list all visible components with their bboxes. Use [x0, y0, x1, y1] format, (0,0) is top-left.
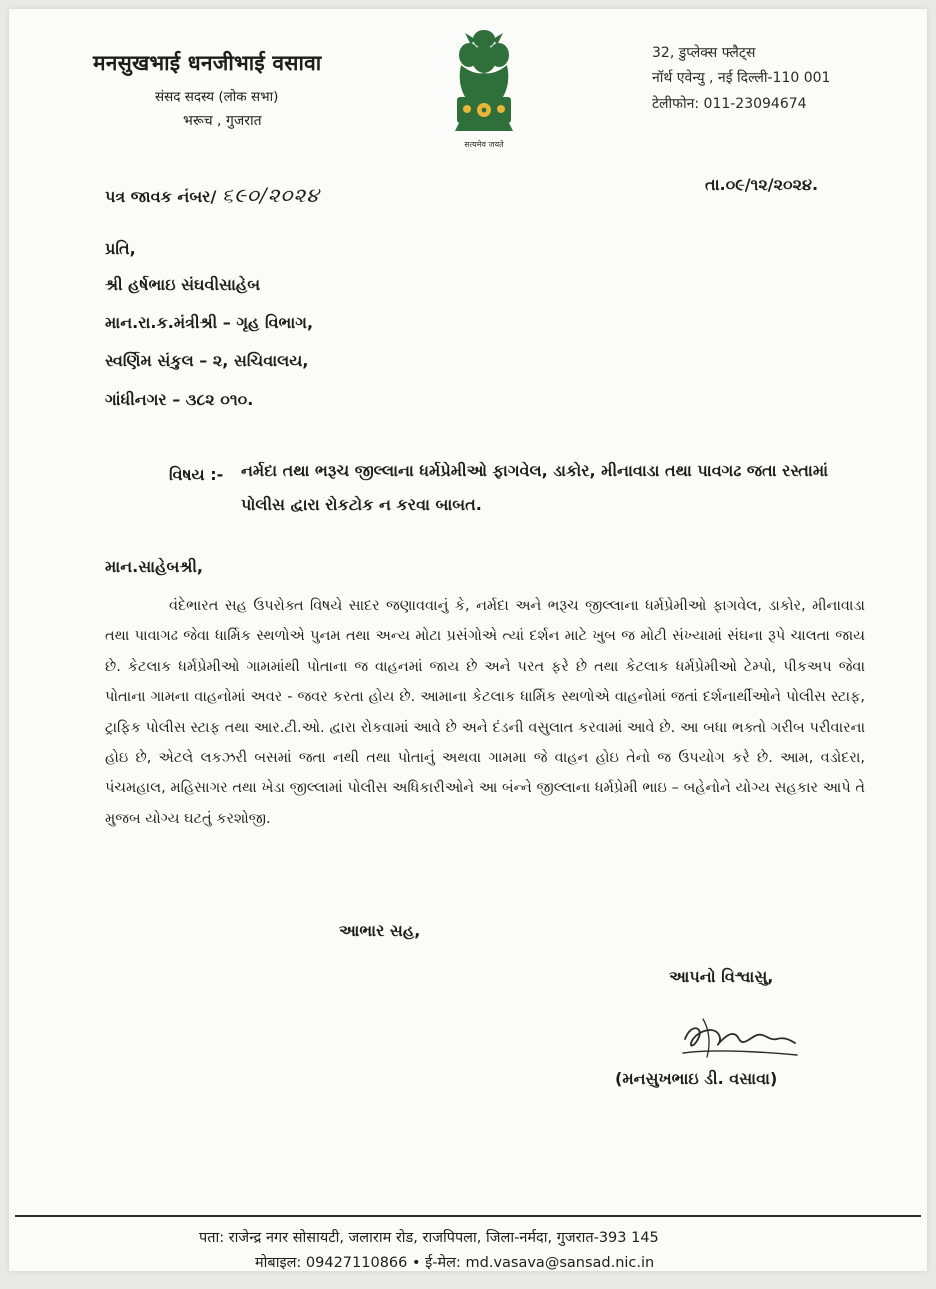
- letter-page: [9, 9, 927, 1271]
- subject-text: નર્મદા તથા ભરૂચ જીલ્લાના ધર્મપ્રેમીઓ ફાગવેલ, ડાકોર, મીનાવાડા તથા પાવગઢ જતા રસ્તામાં પોલીસ દ્વારા રોકટોક ન કરવા બાબત.: [241, 461, 829, 514]
- recipient-to: પ્રતિ,: [105, 239, 136, 258]
- subject-label: વિષય :-: [169, 465, 224, 484]
- letter-body: વંદેભારત સહ ઉપરોક્ત વિષયે સાદર જણાવવાનું કે, નર્મદા અને ભરૂચ જીલ્લાના ધર્મપ્રેમીઓ ફાગવેલ, ડાકોર, મીનાવાડા તથા પાવાગઢ જેવા ધાર્મિક સ્થળોએ પુનમ તથા અન્ય મોટા પ્રસંગોએ ત્યાં દર્શન માટે ખુબ જ મોટી સંખ્યામાં સંઘના રૂપે ચાલતા જાય છે. કેટલાક ધર્મપ્રેમીઓ ગામમાંથી પોતાના જ વાહનમાં જાય છે અને પરત ફરે છે તથા કેટલાક ધર્મપ્રેમીઓ ટેમ્પો, પીકઅપ જેવા પોતાના ગામના વાહનોમાં અવર - જવર કરતા હોય છે. આમાના કેટલાક ધાર્મિક સ્થળોએ વાહનોમાં જતાં દર્શનાર્થીઓને પોલીસ સ્ટાફ, ટ્રાફિક પોલીસ સ્ટાફ તથા આર.ટી.ઓ. દ્વારા રોકવામાં આવે છે અને દંડની વસુલાત કરવામાં આવે છે. આ બધા ભક્તો ગરીબ પરીવારના હોઇ છે, એટલે લકઝરી બસમાં જતા નથી તથા પોતાનું અથવા ગામમા જે વાહન હોઇ તેનો જ ઉપયોગ કરે છે. આમ, વડોદરા, પંચમહાલ, મહિસાગર તથા ખેડા જીલ્લામાં પોલીસ અધિકારીઓને આ બંન્ને જીલ્લાના ધર્મપ્રેમી ભાઇ – બહેનોને યોગ્ય સહકાર આપે તે મુજબ યોગ્ય ઘટતું કરશોજી.: [105, 598, 865, 827]
- footer-divider: [15, 1215, 921, 1217]
- sender-name: मनसुखभाई धनजीभाई वसावा: [93, 51, 322, 75]
- reference-number: [105, 183, 320, 207]
- telephone-line: टेलीफोन: 011-23094674: [652, 96, 807, 112]
- yours-faithfully: આપનો વિશ્વાસુ,: [669, 967, 774, 986]
- address-line-1: 32, डुप्लेक्स फ्लैट्स: [652, 45, 756, 61]
- sender-place: भरूच , गुजरात: [183, 113, 262, 129]
- recipient-designation: માન.રા.ક.મંત્રીશ્રી – ગૃહ વિભાગ,: [105, 313, 314, 332]
- sender-role: संसद सदस्य (लोक सभा): [155, 89, 279, 105]
- footer-contact: मोबाइल: 09427110866 • ई-मेल: md.vasava@sansad.nic.in: [255, 1255, 655, 1271]
- reference-handwritten-number: ૬૯૦/૨૦૨૪: [221, 183, 320, 207]
- address-line-2: नॉर्थ एवेन्यु , नई दिल्ली-110 001: [652, 70, 831, 86]
- recipient-office: સ્વર્ણિમ સંકુલ – ૨, સચિવાલય,: [105, 351, 309, 370]
- state-emblem-icon: [443, 25, 525, 153]
- closing: આભાર સહ,: [339, 921, 421, 940]
- recipient-city: ગાંધીનગર – ૩૮૨ ૦૧૦.: [105, 390, 254, 409]
- emblem-motto: सत्यमेव जयते: [464, 140, 504, 149]
- reference-label: પત્ર જાવક નંબર/: [105, 187, 217, 206]
- signature-icon: [673, 1009, 803, 1069]
- signer-name: (મનસુખભાઇ ડી. વસાવા): [615, 1069, 778, 1088]
- letter-date: તા.૦૯/૧૨/૨૦૨૪.: [705, 175, 819, 194]
- recipient-name: શ્રી હર્ષભાઇ સંઘવીસાહેબ: [105, 275, 261, 294]
- salutation: માન.સાહેબશ્રી,: [105, 557, 204, 576]
- footer-address: पता: राजेन्द्र नगर सोसायटी, जलाराम रोड, राजपिपला, जिला-नर्मदा, गुजरात-393 145: [199, 1230, 659, 1246]
